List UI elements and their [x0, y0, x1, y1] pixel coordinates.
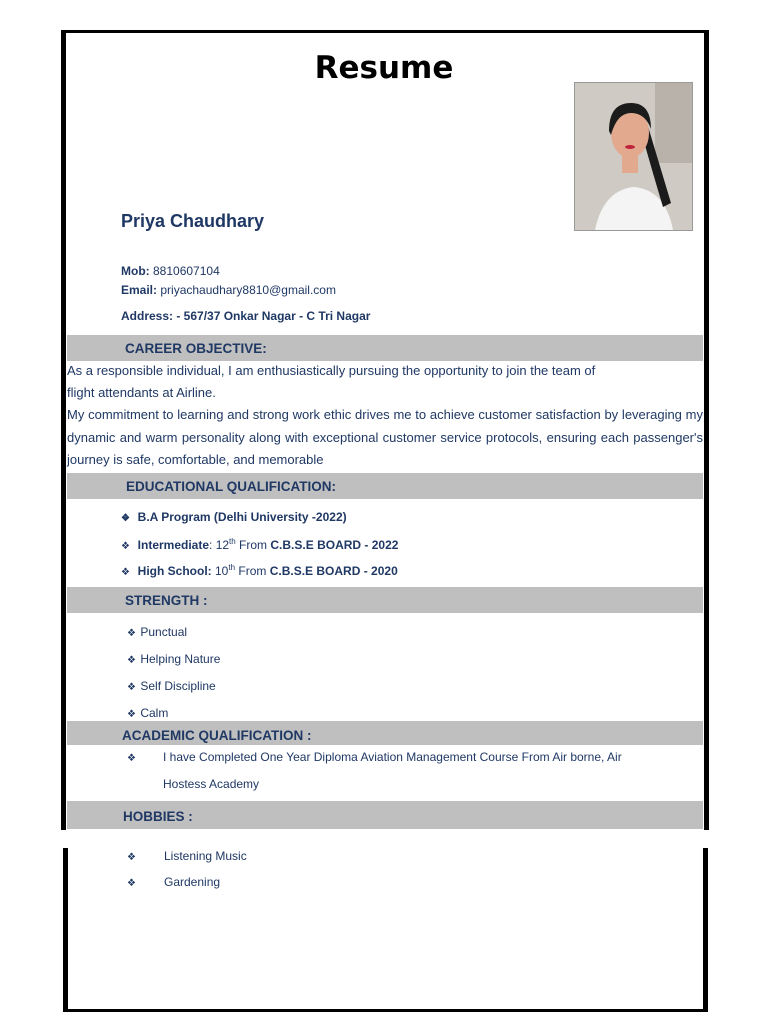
education-item-1 [121, 510, 347, 524]
education-item-2-sup: th [229, 537, 236, 546]
mobile-line [121, 264, 220, 278]
strength-heading: STRENGTH : [125, 593, 208, 608]
candidate-name: Priya Chaudhary [121, 211, 265, 231]
hobby-item-1 [127, 849, 137, 863]
education-item-3 [121, 563, 398, 578]
hobby-item-2-text: Gardening [164, 875, 221, 889]
education-heading: EDUCATIONAL QUALIFICATION: [126, 479, 336, 494]
education-item-3-from: From [235, 564, 270, 578]
diamond-bullet-icon: ❖ [127, 753, 136, 764]
career-objective-line-2: flight attendants at Airline. [67, 385, 216, 400]
diamond-bullet-icon: ❖ [127, 878, 136, 889]
strength-item-3-text: Self Discipline [140, 679, 216, 693]
diamond-bullet-icon: ❖ [121, 567, 130, 578]
education-item-3-label: High School: [137, 564, 212, 578]
career-objective-heading: CAREER OBJECTIVE: [125, 341, 267, 356]
education-item-1-text: B.A Program (Delhi University -2022) [137, 510, 347, 524]
education-item-2-grade: : 12 [209, 538, 230, 552]
strength-item-2-text: Helping Nature [140, 652, 221, 666]
academic-item-line-2: Hostess Academy [163, 777, 260, 791]
strength-item-3 [127, 679, 216, 693]
education-item-3-sup: th [228, 563, 236, 572]
profile-photo [574, 82, 693, 231]
academic-heading: ACADEMIC QUALIFICATION : [122, 728, 312, 743]
academic-item [127, 750, 137, 764]
hobbies-heading: HOBBIES : [123, 809, 193, 824]
career-objective-line-1: As a responsible individual, I am enthusiastically pursuing the opportunity to join the team of [67, 363, 596, 378]
email-address: priyachaudhary8810@gmail.com [160, 283, 336, 297]
page-border-bottom [63, 1009, 708, 1012]
strength-item-4 [127, 706, 168, 720]
email-line [121, 283, 336, 297]
education-item-2-label: Intermediate [137, 538, 210, 552]
diamond-bullet-icon: ❖ [127, 682, 136, 693]
education-item-2-board: C.B.S.E BOARD - 2022 [270, 538, 399, 552]
diamond-bullet-icon: ❖ [127, 655, 136, 666]
strength-item-1 [127, 625, 187, 639]
page-border-right-top [704, 30, 709, 830]
diamond-bullet-icon: ❖ [121, 513, 130, 524]
strength-item-1-text: Punctual [140, 625, 188, 639]
hobby-item-1-text: Listening Music [164, 849, 247, 863]
page-border-left-bottom [63, 848, 68, 1012]
career-objective-paragraph: My commitment to learning and strong work ethic drives me to achieve customer satisfaction by leveraging my dynamic and warm personality along with exceptional customer service protocols, ensuring each passenger's journey is safe, comfortable, and memorable [67, 407, 703, 467]
diamond-bullet-icon: ❖ [121, 541, 130, 552]
mobile-number: 8810607104 [153, 264, 220, 278]
mobile-label: Mob: [121, 264, 150, 278]
address-line: Address: - 567/37 Onkar Nagar - C Tri Nagar [121, 309, 371, 323]
academic-item-line-1: I have Completed One Year Diploma Aviation Management Course From Air borne, Air [163, 750, 622, 764]
page-border-left-top [61, 30, 66, 830]
education-item-3-grade: 10 [211, 564, 229, 578]
resume-title: Resume [314, 50, 454, 86]
hobby-item-2 [127, 875, 137, 889]
page-border-right-bottom [703, 848, 708, 1012]
strength-item-4-text: Calm [140, 706, 169, 720]
education-item-2-from: From [235, 538, 271, 552]
strength-item-2 [127, 652, 220, 666]
page-border-top [61, 30, 709, 33]
diamond-bullet-icon: ❖ [127, 709, 136, 720]
diamond-bullet-icon: ❖ [127, 852, 136, 863]
email-label: Email: [121, 283, 158, 297]
diamond-bullet-icon: ❖ [127, 628, 136, 639]
education-item-3-board: C.B.S.E BOARD - 2020 [269, 564, 398, 578]
education-item-2 [121, 537, 398, 552]
